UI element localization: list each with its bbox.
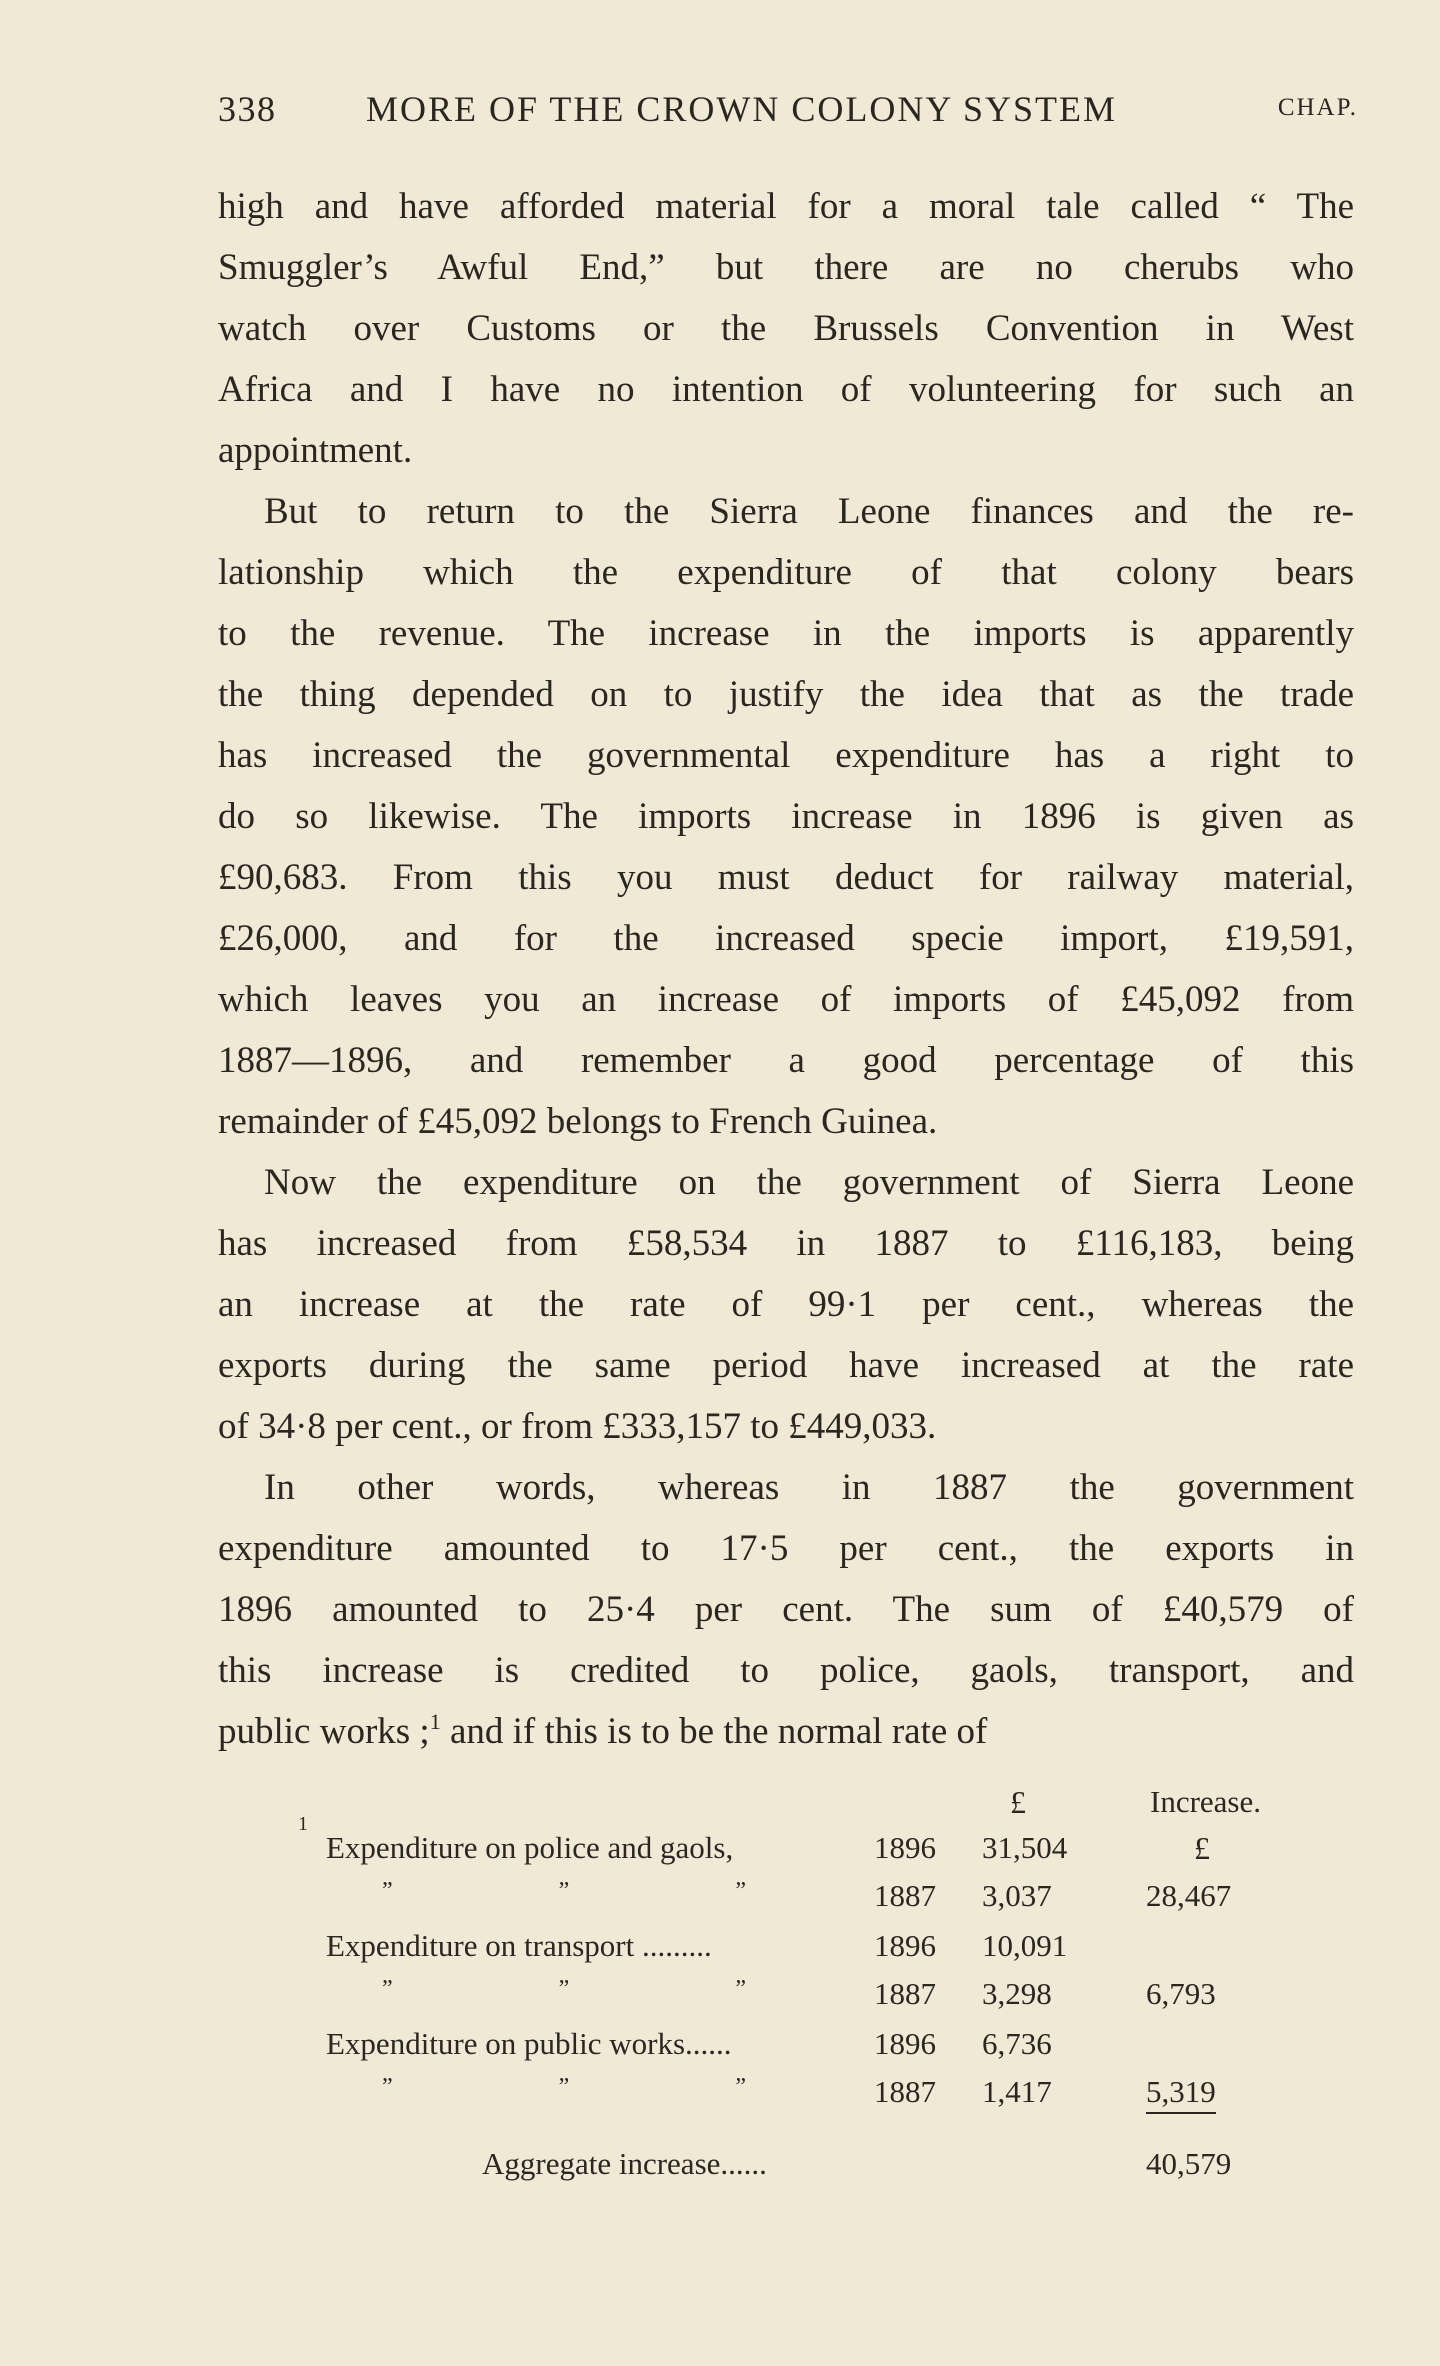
- text-line: watch over Customs or the Brussels Convention in West: [218, 308, 1354, 349]
- row-label: Expenditure on transport .........: [326, 1928, 712, 1963]
- footnote-row: [270, 2074, 1320, 2122]
- text-line: Africa and I have no intention of volunteering for such an: [218, 369, 1354, 410]
- row-year: 1887: [874, 2074, 936, 2109]
- text-line: But to return to the Sierra Leone finances and the re-: [264, 491, 1354, 532]
- row-year: 1887: [874, 1878, 936, 1913]
- increase-column-header: Increase.: [1150, 1784, 1261, 1819]
- chapter-label: CHAP.: [1277, 94, 1358, 121]
- footnote-row: [270, 2026, 1320, 2074]
- footnote-reference: 1: [429, 1709, 441, 1734]
- text-line: to the revenue. The increase in the imports is apparently: [218, 613, 1354, 654]
- text-line: high and have afforded material for a moral tale called “ The: [218, 186, 1354, 227]
- footnote-row: 1 Expenditure on police and gaols, 1896 31,504 £: [298, 1813, 1210, 1866]
- text-line: exports during the same period have increased at the rate: [218, 1345, 1354, 1386]
- running-title: MORE OF THE CROWN COLONY SYSTEM: [366, 89, 1118, 129]
- row-label: Expenditure on public works......: [326, 2026, 732, 2061]
- row-increase: 6,793: [1146, 1976, 1216, 2011]
- footnote-row: [270, 1878, 1320, 1926]
- row-label: Expenditure on police and gaols,: [326, 1830, 734, 1865]
- text-line: public works ;$^1$ and if this is to be the normal rate of: [218, 1709, 988, 1752]
- text-line: do so likewise. The imports increase in 1896 is given as: [218, 796, 1354, 837]
- text-line: remainder of £45,092 belongs to French Guinea.: [218, 1101, 938, 1142]
- footnote-row: [270, 1976, 1320, 2024]
- text-line: the thing depended on to justify the idea that as the trade: [218, 674, 1354, 715]
- aggregate-value: 40,579: [1146, 2146, 1232, 2181]
- text-line: 1887—1896, and remember a good percentage of this: [218, 1040, 1354, 1081]
- row-amount: 3,037: [982, 1878, 1052, 1913]
- text-line: Smuggler’s Awful End,” but there are no cherubs who: [218, 247, 1354, 288]
- row-amount: 3,298: [982, 1976, 1052, 2011]
- text-line: lationship which the expenditure of that colony bears: [218, 552, 1354, 593]
- aggregate-row: [270, 2146, 1320, 2194]
- text-line: which leaves you an increase of imports of £45,092 from: [218, 979, 1354, 1020]
- page-number: 338: [218, 89, 277, 129]
- text-line: expenditure amounted to 17·5 per cent., the exports in: [218, 1528, 1354, 1569]
- text-line: an increase at the rate of 99·1 per cent., whereas the: [218, 1284, 1354, 1325]
- text-line: Now the expenditure on the government of Sierra Leone: [264, 1162, 1354, 1203]
- row-increase: 5,319: [1146, 2074, 1216, 2114]
- text-line: has increased the governmental expenditure has a right to: [218, 735, 1354, 776]
- row-year: 1896: [874, 1830, 936, 1865]
- text-line: this increase is credited to police, gaols, transport, and: [218, 1650, 1354, 1691]
- increase-pound-sign: £: [1194, 1830, 1210, 1866]
- row-amount: 1,417: [982, 2074, 1052, 2109]
- text-line: appointment.: [218, 430, 413, 471]
- row-year: 1887: [874, 1976, 936, 2011]
- row-amount: 31,504: [982, 1830, 1068, 1865]
- row-amount: 6,736: [982, 2026, 1052, 2061]
- text-line: of 34·8 per cent., or from £333,157 to £449,033.: [218, 1406, 937, 1447]
- footnote-row: [270, 1928, 1320, 1976]
- row-year: 1896: [874, 1928, 936, 1963]
- row-year: 1896: [874, 2026, 936, 2061]
- footnote-header-row: [270, 1784, 1320, 1832]
- text-line: In other words, whereas in 1887 the government: [264, 1467, 1354, 1508]
- text-line: £90,683. From this you must deduct for railway material,: [218, 857, 1354, 898]
- ditto-marks: ” ” ”: [382, 1878, 746, 1904]
- text-line: 1896 amounted to 25·4 per cent. The sum of £40,579 of: [218, 1589, 1354, 1630]
- ditto-marks: ” ” ”: [382, 2074, 746, 2100]
- ditto-marks: ” ” ”: [382, 1976, 746, 2002]
- page-header: [218, 88, 1358, 148]
- row-amount: 10,091: [982, 1928, 1068, 1963]
- body-text: [218, 176, 1354, 1762]
- aggregate-label: Aggregate increase......: [482, 2146, 767, 2181]
- pound-column-header: £: [1010, 1784, 1026, 1820]
- text-line: £26,000, and for the increased specie import, £19,591,: [218, 918, 1354, 959]
- text-line: has increased from £58,534 in 1887 to £116,183, being: [218, 1223, 1354, 1264]
- row-increase: 28,467: [1146, 1878, 1232, 1913]
